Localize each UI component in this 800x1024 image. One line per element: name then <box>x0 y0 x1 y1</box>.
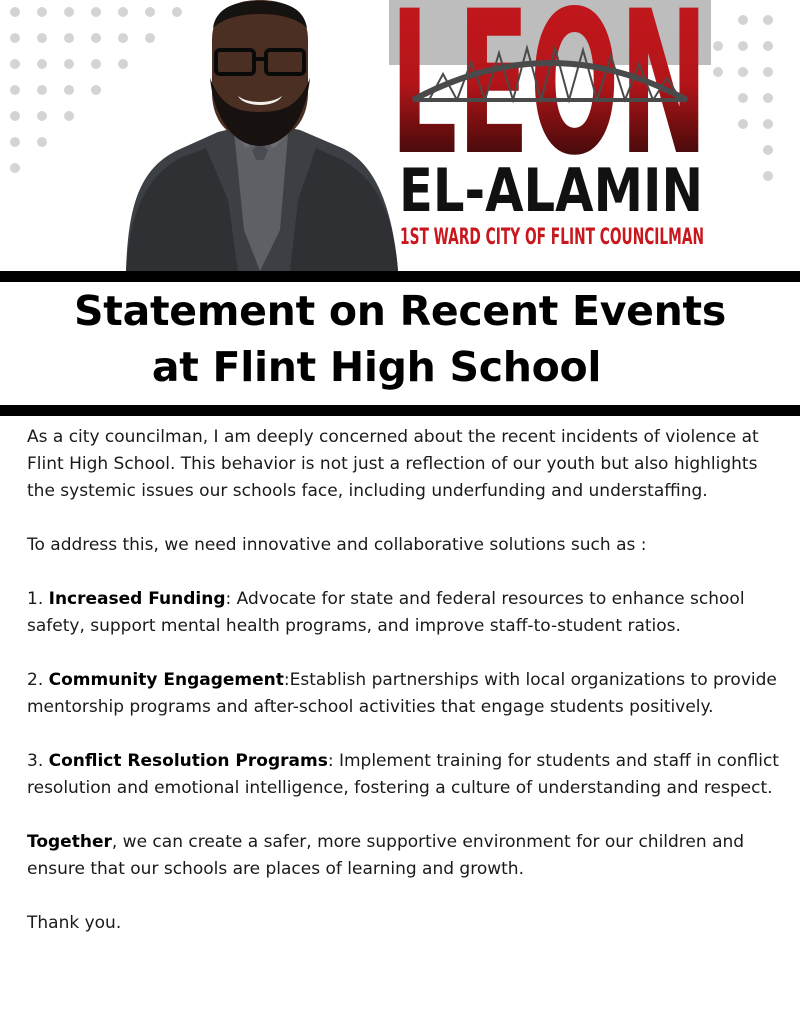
item-heading: Community Engagement <box>48 670 284 690</box>
lead-in-paragraph: To address this, we need innovative and collaborative solutions such as : <box>27 535 647 555</box>
item-number: 3. <box>27 751 49 771</box>
title-line-1: Statement on Recent Events <box>74 287 726 335</box>
councilman-first-name: LEON <box>390 0 708 199</box>
bottom-divider <box>0 405 800 416</box>
top-divider <box>0 271 800 282</box>
item-separator: : <box>327 751 339 771</box>
item-text: Advocate for state and federal resources to enhance school safety, support mental health programs, and improve staff-to-student ratios. <box>27 589 745 636</box>
list-item <box>27 667 779 721</box>
list-item <box>27 586 779 640</box>
decorative-dot-pattern-right <box>700 0 800 180</box>
item-text: Implement training for students and staff in conflict resolution and emotional intelligence, fostering a culture of understanding and respect. <box>27 751 779 798</box>
item-heading: Increased Funding <box>48 589 226 609</box>
list-item <box>27 748 779 802</box>
closing-paragraph <box>27 829 779 883</box>
item-separator: : <box>225 589 237 609</box>
item-heading: Conflict Resolution Programs <box>48 751 328 771</box>
header-banner <box>0 0 800 271</box>
councilman-role: 1ST WARD CITY OF FLINT COUNCILMAN <box>400 225 704 250</box>
closing-text: , we can create a safer, more supportive environment for our children and ensure that our schools are places of learning and growth. <box>27 832 745 879</box>
item-separator: : <box>283 670 290 690</box>
councilman-last-name: EL-ALAMIN <box>399 156 703 226</box>
title-line-2: at Flint High School <box>151 343 602 391</box>
statement-title <box>0 283 800 405</box>
item-number: 2. <box>27 670 49 690</box>
signoff: Thank you. <box>27 913 122 933</box>
item-number: 1. <box>27 589 49 609</box>
intro-paragraph: As a city councilman, I am deeply concerned about the recent incidents of violence at Flint High School. This behavior is not just a reflection of our youth but also highlights the systemic issues our schools face, including underfunding and understaffing. <box>27 427 759 501</box>
statement-body <box>27 424 779 964</box>
item-text: Establish partnerships with local organizations to provide mentorship programs and after-school activities that engage students positively. <box>27 670 777 717</box>
closing-bold: Together <box>27 832 112 852</box>
councilman-portrait <box>110 0 400 271</box>
councilman-logo <box>389 0 711 262</box>
